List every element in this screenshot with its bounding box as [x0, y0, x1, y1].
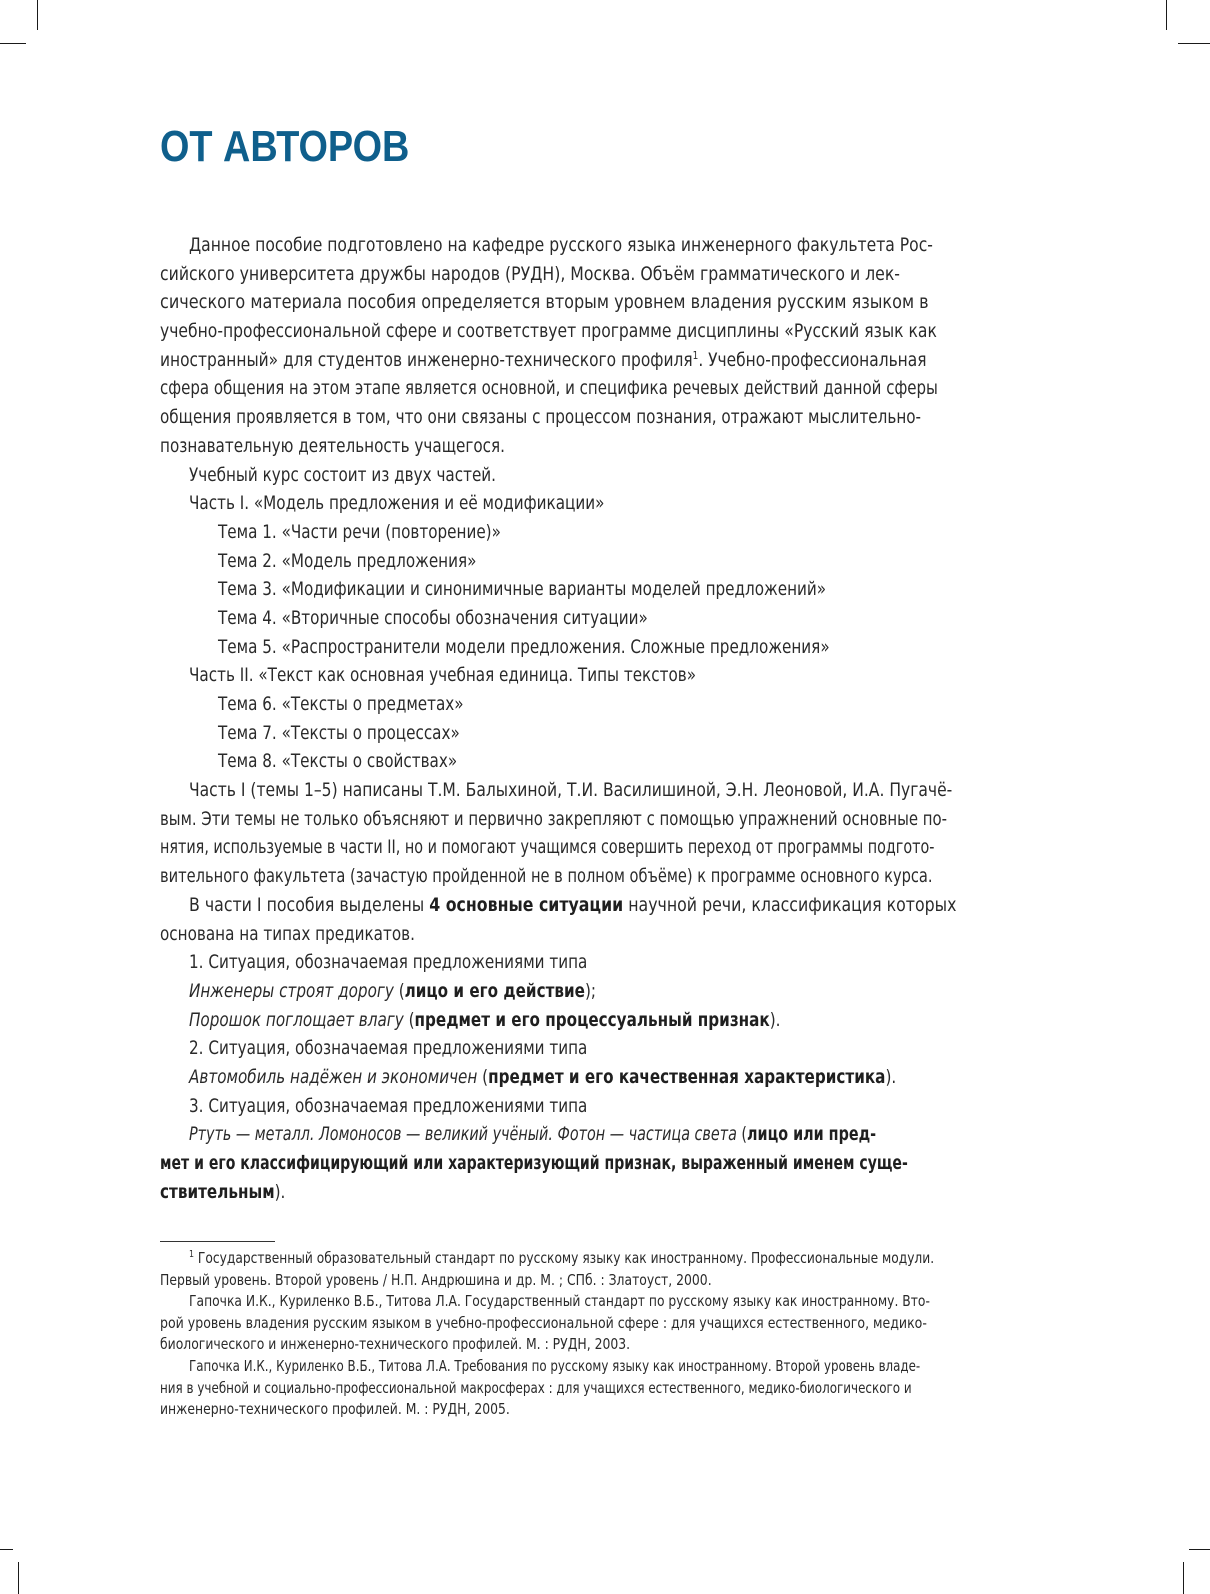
course-structure: [160, 461, 1060, 777]
example-meaning: предмет и его качественная характеристика: [488, 1065, 886, 1088]
example-sentence: Инженеры строят дорогу: [189, 979, 394, 1002]
situation-label: 1. Ситуация, обозначаемая предложениями типа: [189, 951, 588, 974]
situation-example: [189, 1063, 896, 1092]
footnote-marker: 1: [189, 1249, 195, 1260]
intro-paragraph: [160, 231, 1060, 461]
text-line: учебно-профессиональной сфере и соответствует программе дисциплины «Русский язык как: [160, 320, 937, 343]
situations-list: [160, 948, 1060, 1206]
situations-paragraph: [160, 891, 1060, 948]
footnote-line: инженерно-технического профилей. М. : РУДН, 2005.: [160, 1400, 510, 1419]
text-line: Часть I (темы 1–5) написаны Т.М. Балыхиной, Т.И. Василишиной, Э.Н. Леоновой, И.А. Пугачё-: [189, 779, 953, 802]
footnote-line: Гапочка И.К., Куриленко В.Б., Титова Л.А. Государственный стандарт по русскому языку как иностранному. Вто-: [189, 1292, 930, 1311]
paren: (: [403, 1008, 415, 1031]
crop-mark-bottom-right-horizontal: [1189, 1549, 1210, 1550]
footnote-line: биологического и инженерно-технического профилей. М. : РУДН, 2003.: [160, 1335, 631, 1354]
crop-mark-top-right-vertical: [1166, 0, 1167, 30]
example-sentence: Ртуть — металл. Ломоносов — великий учёный. Фотон — частица света: [189, 1123, 737, 1146]
text-line: [160, 346, 927, 375]
authors-paragraph: [160, 776, 1060, 891]
text-line: вительного факультета (зачастую пройденной не в полном объёме) к программе основного курса.: [160, 865, 933, 888]
crop-mark-top-left-horizontal: [0, 43, 26, 44]
text-segment: Государственный образовательный стандарт по русскому языку как иностранному. Профессиональные модули.: [194, 1249, 935, 1267]
crop-mark-bottom-left-vertical: [18, 1562, 19, 1594]
course-intro: Учебный курс состоит из двух частей.: [189, 463, 497, 486]
text-line: сического материала пособия определяется вторым уровнем владения русским языком в: [160, 291, 929, 314]
example-meaning: ствительным: [160, 1180, 275, 1203]
footnote-line: рой уровень владения русским языком в учебно-профессиональной сфере : для учащихся естественного, медико-: [160, 1313, 927, 1332]
footnotes: [160, 1248, 1060, 1421]
situation-example: [189, 1120, 876, 1149]
paren: ).: [274, 1180, 286, 1203]
footnote-line: Гапочка И.К., Куриленко В.Б., Титова Л.А. Требования по русскому языку как иностранному. Второй уровень владе-: [189, 1356, 921, 1375]
main-text: [160, 231, 1060, 1206]
footnote-line: ния в учебной и социально-профессиональной макросферах : для учащихся естественного, медико-биологического и: [160, 1378, 912, 1397]
footnote-line: [189, 1248, 934, 1270]
example-meaning: мет и его классифицирующий или характеризующий признак, выраженный именем суще-: [160, 1152, 908, 1174]
text-line: вым. Эти темы не только объясняют и первично закрепляют с помощью упражнений основные по-: [160, 807, 948, 830]
example-sentence: Автомобиль надёжен и экономичен: [189, 1065, 478, 1088]
topic-item: Тема 3. «Модификации и синонимичные варианты моделей предложений»: [218, 578, 827, 601]
crop-mark-top-left-vertical: [37, 0, 38, 30]
text-line: основана на типах предикатов.: [160, 922, 415, 945]
text-line: Данное пособие подготовлено на кафедре русского языка инженерного факультета Рос-: [189, 234, 933, 256]
topic-item: Тема 2. «Модель предложения»: [218, 549, 477, 572]
part-title: Часть I. «Модель предложения и её модификации»: [189, 492, 605, 515]
situation-example: [189, 1006, 781, 1035]
crop-mark-bottom-right-vertical: [1183, 1562, 1184, 1594]
paren: (: [736, 1123, 748, 1146]
text-line: нятия, используемые в части II, но и помогают учащимся совершить переход от программы подгото-: [160, 836, 935, 859]
text-line: [189, 891, 956, 920]
paren: (: [393, 979, 405, 1002]
situation-label: 3. Ситуация, обозначаемая предложениями типа: [189, 1094, 588, 1117]
footnote-ref[interactable]: 1: [692, 348, 699, 362]
situation-example-cont: [160, 1149, 908, 1178]
text-line: общения проявляется в том, что они связаны с процессом познания, отражают мыслительно-: [160, 406, 922, 429]
page-title: ОТ АВТОРОВ: [160, 122, 410, 171]
text-line: сийского университета дружбы народов (РУДН), Москва. Объём грамматического и лек-: [160, 262, 900, 285]
emphasis-text: 4 основные ситуации: [429, 893, 624, 916]
paren: ).: [769, 1008, 781, 1031]
topic-item: Тема 1. «Части речи (повторение)»: [218, 520, 501, 543]
paren: (: [477, 1065, 489, 1088]
situation-label: 2. Ситуация, обозначаемая предложениями типа: [189, 1037, 588, 1060]
text-segment: научной речи, классификация которых: [623, 893, 957, 916]
example-meaning: лицо или пред-: [747, 1123, 877, 1146]
text-line: сфера общения на этом этапе является основной, и специфика речевых действий данной сферы: [160, 377, 938, 400]
example-meaning: лицо и его действие: [404, 979, 585, 1002]
crop-mark-bottom-left-horizontal: [0, 1549, 13, 1550]
topic-item: Тема 7. «Тексты о процессах»: [218, 721, 460, 744]
text-segment: В части I пособия выделены: [189, 893, 430, 916]
example-sentence: Порошок поглощает влагу: [189, 1008, 404, 1031]
topic-item: Тема 8. «Тексты о свойствах»: [218, 750, 458, 773]
situation-example: [189, 977, 596, 1006]
paren: ).: [885, 1065, 897, 1088]
text-line: познавательную деятельность учащегося.: [160, 434, 505, 457]
example-meaning: предмет и его процессуальный признак: [414, 1008, 770, 1031]
footnote-divider: [160, 1241, 275, 1242]
situation-example-cont: [160, 1178, 285, 1207]
footnote-line: Первый уровень. Второй уровень / Н.П. Андрюшина и др. М. ; СПб. : Златоуст, 2000.: [160, 1270, 712, 1289]
topic-item: Тема 6. «Тексты о предметах»: [218, 693, 464, 715]
topic-item: Тема 4. «Вторичные способы обозначения ситуации»: [218, 606, 648, 629]
topic-item: Тема 5. «Распространители модели предложения. Сложные предложения»: [218, 635, 830, 658]
text-segment: . Учебно-профессиональная: [698, 348, 927, 371]
paren: );: [584, 979, 597, 1002]
part-title: Часть II. «Текст как основная учебная единица. Типы текстов»: [189, 664, 697, 687]
crop-mark-top-right-horizontal: [1178, 43, 1210, 44]
text-segment: иностранный» для студентов инженерно-технического профиля: [160, 348, 693, 371]
